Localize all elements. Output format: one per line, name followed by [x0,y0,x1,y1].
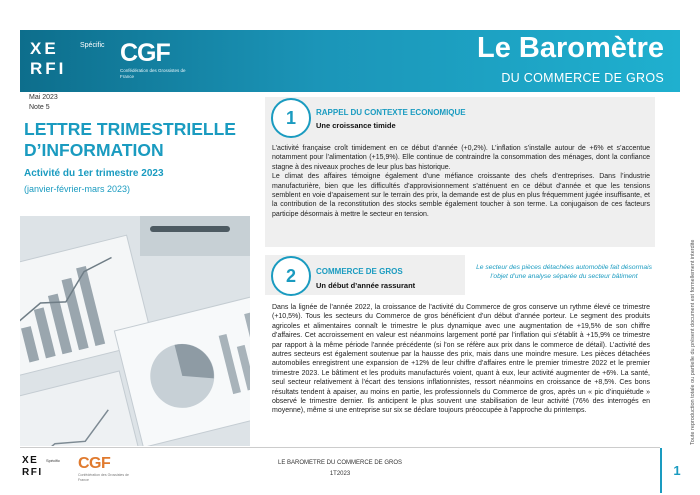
cgf-logo: CGF [120,39,170,67]
page-number: 1 [660,448,692,493]
xerfi-logo: XE RFI [30,39,67,78]
section-subheading: Une croissance timide [316,121,396,130]
header-banner [20,30,680,92]
footer-quarter: 1T2023 [329,471,351,477]
footer-specific-label: Spécific [46,458,61,463]
economic-context-text: L’activité française croît timidement en ce début d’année (+0,2%). L’inflation s’installe autour de +6% et s’accentue notamment pour l’alimentation (+15,9%). Elle continue de contraindre la consommation des ménages, dont la confiance stagne à des niveaux proches de leur plus bas historique. Le climat des affaires témoigne également d’une méfiance croissante des chefs d’entreprises. Dans l’industrie manufacturière, bien que les difficultés d’approvisionnement s’atténuent en ce début d’année et que les tensions semblent en voie d’apaisement sur le terrain des prix, la demande est de plus en plus fréquemment jugée insuffisante, et la contribution de la reconstitution des stocks semble également toucher à son terme. La conjugaison de ces facteurs participe désormais à mettre le secteur en tension. [272,145,650,218]
footer-cgf-subtitle: Confédération des Grossistes de France [78,473,129,482]
section-number-badge: 2 [271,256,311,296]
publication-date: Mai 2023 [29,94,58,101]
cover-photo-illustration [20,216,250,446]
footer-cgf-logo: CGF [78,455,111,472]
footer-publication [260,458,420,480]
activity-quarter: Activité du 1er trimestre 2023 [24,168,164,179]
cover-photo [20,216,250,446]
report-subtitle: DU COMMERCE DE GROS [501,71,664,85]
section-heading: COMMERCE DE GROS [316,267,403,276]
sector-note-quote: Le secteur des pièces détachées automobile fait désormais l’objet d’une analyse séparée du secteur bâtiment [476,264,652,280]
cgf-logo-subtitle: Confédération des Grossistes de France [120,68,186,79]
note-number: Note 5 [29,104,50,111]
footer-divider [20,447,660,448]
report-title: Le Baromètre [477,32,664,64]
section-subheading: Un début d’année rassurant [316,281,416,290]
activity-period: (janvier-février-mars 2023) [24,184,131,194]
copyright-notice: Toute reproduction totale ou partielle du présent document est formellement interdite [690,239,696,445]
xerfi-specific-label: Spécific [80,42,105,49]
letter-title: LETTRE TRIMESTRIELLE D’INFORMATION [24,119,236,160]
footer-title: LE BAROMETRE DU COMMERCE DE GROS [277,460,402,466]
footer-xerfi-logo: XE RFI [22,455,43,478]
wholesale-text: Dans la lignée de l’année 2022, la croissance de l’activité du Commerce de gros conserve un rythme élevé ce trimestre (+10,5%). Tous les secteurs du Commerce de gros bénéficient d’un début d’année porteur. Le segment des produits agricoles et alimentaires connaît le trimestre le plus dynamique avec une augmentation de +19,5% de son chiffre d’affaires. Cet accroissement en valeur est néanmoins largement porté par l’inflation qui s’établit à +15,9% ce trimestre par rapport à la même période l’année précédente (si l’on se réfère aux prix dans le commerce de détail). L’activité des autres secteurs est également soutenue par la hausse des prix, mais dans une moindre mesure. Les pièces détachées automobiles enregistrent une expansion de +12% de leur chiffre d’affaires entre le premier trimestre 2022 et le premier trimestre 2023. Le bâtiment et les produits manufacturés voient, quant à eux, leur activité augmenter de +6%. La santé, seul secteur relativement à l’écart des tensions inflationnistes, ressort néanmoins en croissance de +8,5%. Ces bons résultats tendent à apaiser, au moins en partie, les professionnels du Commerce de gros, après un « pic d’inquiétude » observé le trimestre dernier. Ils anticipent le plus souvent une stabilisation de leur activité (76% des interrogés en moyenne), même si une entreprise sur six se déclare toujours préoccupée à l’approche du printemps. [272,304,650,415]
section-number-badge: 1 [271,98,311,138]
section-heading: RAPPEL DU CONTEXTE ECONOMIQUE [316,108,466,117]
